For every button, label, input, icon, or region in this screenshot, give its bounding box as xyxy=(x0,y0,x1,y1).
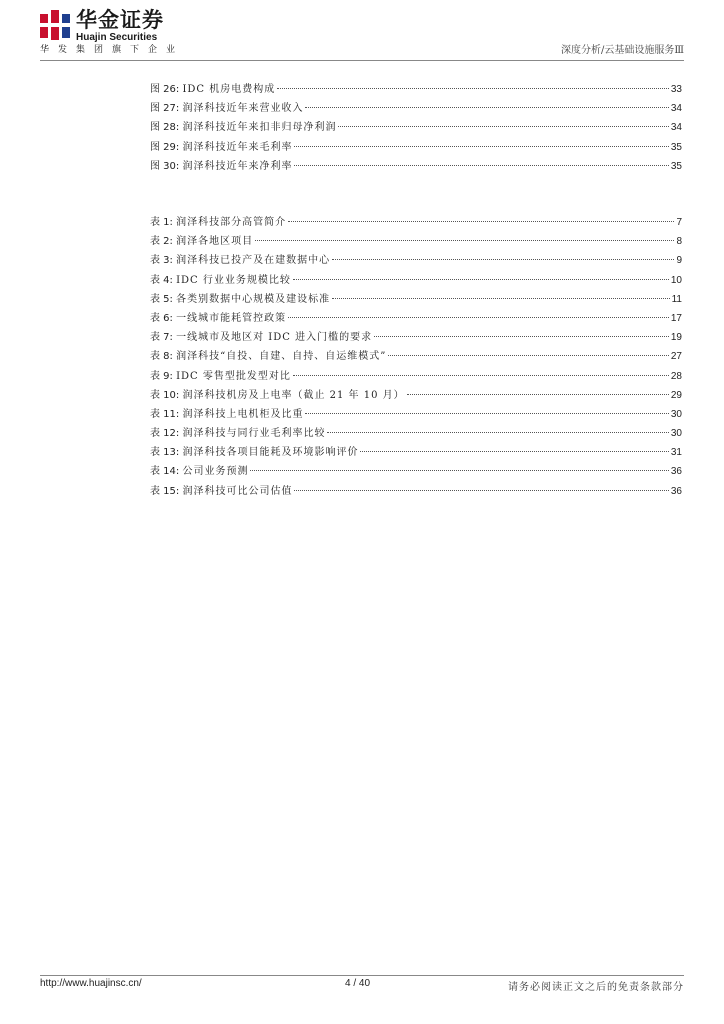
toc-entry-table[interactable]: 表 4: IDC 行业业务规模比较 10 xyxy=(150,274,682,286)
toc-entry-table[interactable]: 表 2: 润泽各地区项目 8 xyxy=(150,236,682,248)
toc-entry-table[interactable]: 表 10: 润泽科技机房及上电率（截止 21 年 10 月） 29 xyxy=(150,389,682,401)
toc-entry-figure[interactable]: 图 30: 润泽科技近年来净利率 35 xyxy=(150,160,682,172)
logo-english-name: Huajin Securities xyxy=(76,32,158,43)
page-header xyxy=(40,8,684,60)
toc-entry-table[interactable]: 表 11: 润泽科技上电机柜及比重 30 xyxy=(150,408,682,420)
huajin-logo-icon xyxy=(40,10,70,40)
toc-entry-table[interactable]: 表 14: 公司业务预测 36 xyxy=(150,466,682,478)
toc-entry-table[interactable]: 表 6: 一线城市能耗管控政策 17 xyxy=(150,312,682,324)
page-number: 4 / 40 xyxy=(345,978,371,989)
toc-entry-table[interactable]: 表 1: 润泽科技部分高管简介 7 xyxy=(150,217,682,228)
company-slogan: 华发集团旗下企业 xyxy=(40,45,185,55)
toc-entry-figure[interactable]: 图 26: IDC 机房电费构成 33 xyxy=(150,84,682,95)
toc-entry-table[interactable]: 表 7: 一线城市及地区对 IDC 进入门槛的要求 19 xyxy=(150,332,682,344)
footer-disclaimer: 请务必阅读正文之后的免责条款部分 xyxy=(508,982,684,993)
table-list xyxy=(150,213,682,501)
toc-entry-figure[interactable]: 图 27: 润泽科技近年来营业收入 34 xyxy=(150,103,682,115)
toc-entry-table[interactable]: 表 9: IDC 零售型批发型对比 28 xyxy=(150,370,682,382)
toc-entry-table[interactable]: 表 5: 各类别数据中心规模及建设标准 11 xyxy=(150,293,682,305)
report-type: 深度分析/云基础设施服务Ⅲ xyxy=(560,45,684,56)
toc-entry-figure[interactable]: 图 28: 润泽科技近年来扣非归母净利润 34 xyxy=(150,122,682,134)
toc-entry-table[interactable]: 表 12: 润泽科技与同行业毛利率比较 30 xyxy=(150,428,682,440)
toc-entry-figure[interactable]: 图 29: 润泽科技近年来毛利率 35 xyxy=(150,141,682,153)
figure-list xyxy=(150,80,682,176)
toc-entry-table[interactable]: 表 3: 润泽科技已投产及在建数据中心 9 xyxy=(150,255,682,267)
footer-website-link[interactable]: http://www.huajinsc.cn/ xyxy=(40,978,142,989)
footer-divider xyxy=(40,975,684,976)
toc-entry-table[interactable]: 表 15: 润泽科技可比公司估值 36 xyxy=(150,485,682,497)
header-divider xyxy=(40,60,684,61)
logo-chinese-name: 华金证券 xyxy=(76,8,164,32)
company-logo xyxy=(40,8,170,48)
toc-entry-table[interactable]: 表 13: 润泽科技各项目能耗及环境影响评价 31 xyxy=(150,447,682,459)
toc-entry-table[interactable]: 表 8: 润泽科技“自投、自建、自持、自运维模式” 27 xyxy=(150,351,682,363)
